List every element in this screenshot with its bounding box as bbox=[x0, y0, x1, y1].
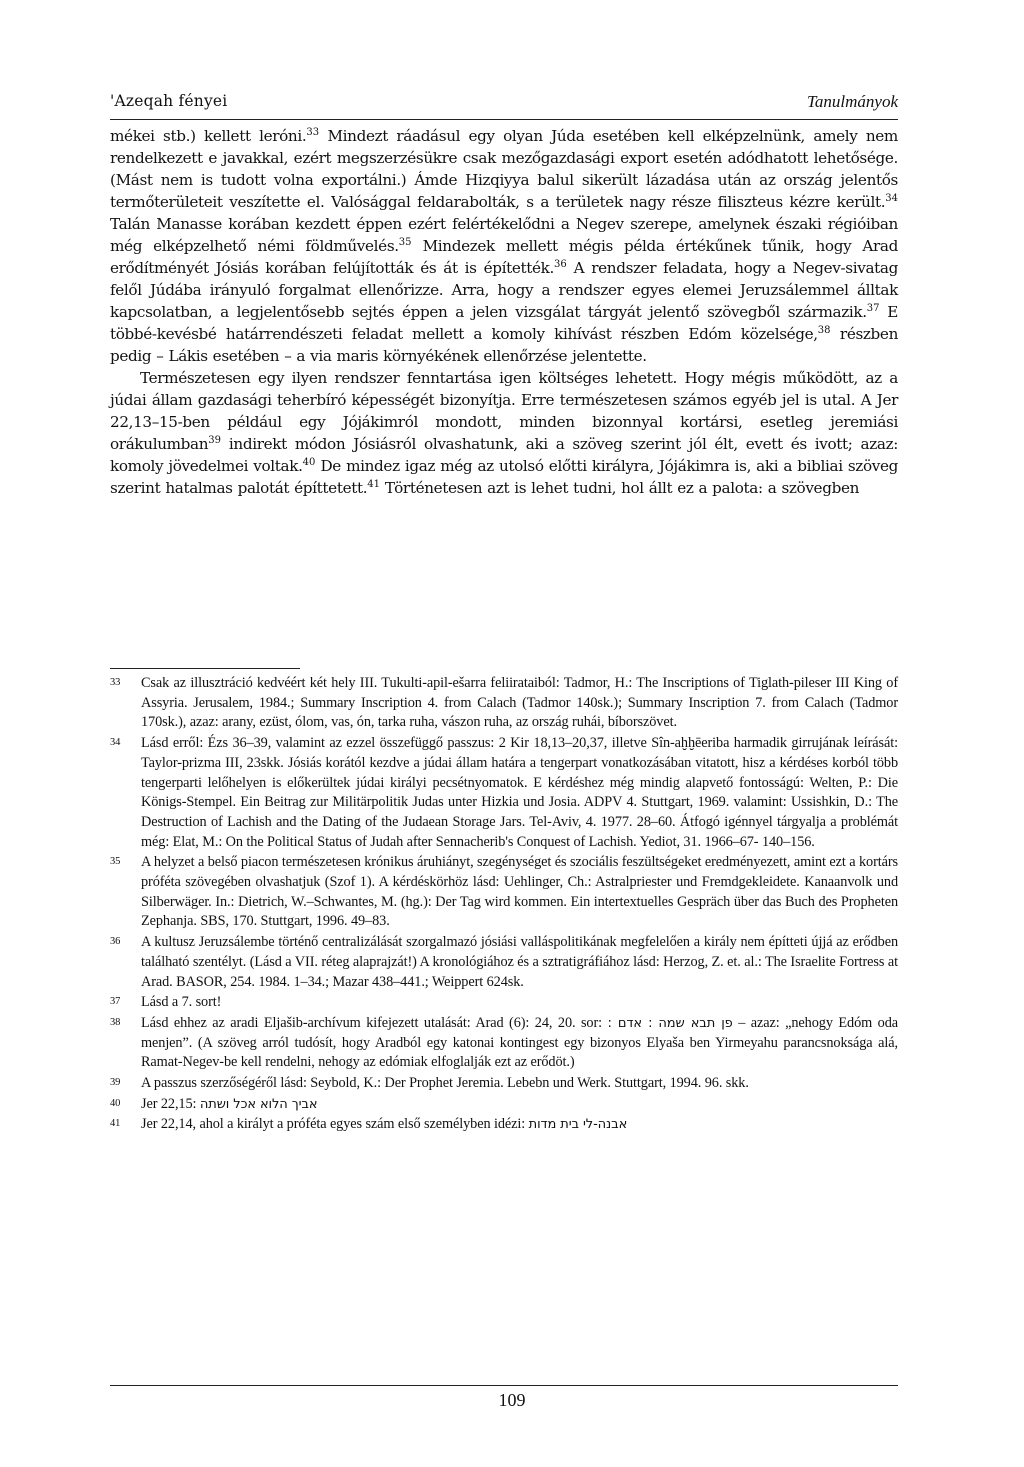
note-ref: 40 bbox=[302, 457, 316, 468]
footnotes bbox=[110, 674, 898, 1136]
note-ref: 41 bbox=[367, 479, 380, 490]
footnote-40: 40 Jer 22,15: אביך הלוא אכל ושתה bbox=[110, 1095, 318, 1112]
footnote-33: 33 Csak az illusztráció kedvéért két hely III. Tukulti-apil-ešarra feliirataiból: Tadmor, H.: The Inscriptions of Tiglath-pileser III King of Assyria. Jerusalem, 1984.; Summary Inscription 4. from Calach (Tadmor 140sk.); Summary Inscription 7. from Calach (Tadmor 170sk.), azaz: arany, ezüst, ólom, vas, ón, tarka ruha, vászon ruha, az ország ruhái, bíborszövet. bbox=[110, 675, 898, 731]
footer-rule bbox=[110, 1385, 898, 1386]
footnote-39: 39 A passzus szerzőségéről lásd: Seybold, K.: Der Prophet Jeremia. Lebebn und Werk. Stuttgart, 1994. 96. skk. bbox=[110, 1075, 749, 1092]
footnote-38: 38 Lásd ehhez az aradi Eljašib-archívum kifejezett utalását: Arad (6): 24, 20. sor: פן תבא שמה : אדם : – azaz: „nehogy Edóm oda menjen”. (A szöveg arról tudósít, hogy Aradból egy katonai kontingest egy bizonyos Elyaša ben Yirmeyahu parancsnoksága alá, Ramat-Negev-be kell rendelni, nehogy az edómiak elfoglalják ezt az erődöt.) bbox=[110, 1014, 898, 1071]
footnote-number: 39 bbox=[110, 1077, 121, 1089]
note-ref: 38 bbox=[817, 325, 831, 336]
note-ref: 36 bbox=[553, 259, 567, 270]
note-ref: 39 bbox=[208, 435, 221, 446]
hebrew-quote: אביך הלוא אכל ושתה bbox=[199, 1096, 318, 1112]
hebrew-quote: פן תבא שמה : אדם : bbox=[607, 1015, 733, 1031]
paragraph-2: Természetesen egy ilyen rendszer fenntartása igen költséges lehetett. Hogy mégis működött, az a júdai állam gazdasági teherbíró képességét bizonyítja. Erre természetesen számos egyéb jel is utal. A Jer 22,13–15-ben például egy Jójákimról mondott, minden bizonnyal kortársi, esetleg jeremiási orákulumban$^{39}$ indirekt módon Jósiásról olvashatunk, aki a szöveg szerint jól élt, evett és ivott; azaz: komoly jövedelmei voltak.$^{40}$ De mindez igaz még az utolsó előtti királyra, Jójákimra is, aki a bibliai szöveg szerint hatalmas palotát építtetett.$^{41}$ Történetesen azt is lehet tudni, hol állt ez a palota: a szövegben bbox=[110, 369, 898, 497]
note-ref: 37 bbox=[866, 303, 880, 314]
footnote-number: 40 bbox=[110, 1097, 121, 1109]
note-ref: 33 bbox=[306, 127, 320, 138]
footnote-number: 35 bbox=[110, 856, 121, 868]
section-title: Tanulmányok bbox=[807, 92, 898, 111]
footnote-36: 36 A kultusz Jeruzsálembe történő centralizálását szorgalmazó jósiási valláspolitikának megfelelően a király nem építteti újjá az erődben található szentélyt. (Lásd a VII. réteg alaprajzát!) A kronológiához és a sztratigráfiához lásd: Herzog, Z. et. al.: The Israelite Fortress at Arad. BASOR, 254. 1984. 1–34.; Mazar 438–441.; Weippert 624sk. bbox=[110, 934, 898, 990]
footnote-number: 41 bbox=[110, 1118, 121, 1130]
footnote-number: 33 bbox=[110, 677, 121, 688]
footnote-41: 41 Jer 22,14, ahol a királyt a próféta egyes szám első személyben idézi: אבנה-לי בית מדות bbox=[110, 1116, 628, 1133]
note-ref: 35 bbox=[398, 237, 412, 248]
footnote-37: 37 Lásd a 7. sort! bbox=[110, 994, 222, 1011]
footnote-35: 35 A helyzet a belső piacon természetesen krónikus áruhiányt, szegénységet és szociális feszültségeket eredményezett, amint ezt a kortárs próféta szövegében olvashatjuk (Szof 1). A kérdéskörhöz lásd: Uehlinger, Ch.: Astralpriester und Fremdgekleidete. Kanaanvolk und Silberwäger. In.: Dietrich, W.–Schwantes, M. (hg.): Der Tag wird kommen. Ein intertextuelles Gespräch über das Buch des Propheten Zephanja. SBS, 170. Stuttgart, 1996. 49–83. bbox=[110, 854, 898, 930]
footnote-separator bbox=[110, 668, 300, 669]
body-text bbox=[110, 125, 898, 499]
running-header bbox=[110, 92, 898, 116]
footnote-number: 36 bbox=[110, 936, 121, 948]
journal-title: 'Azeqah fényei bbox=[110, 92, 228, 110]
hebrew-quote: אבנה-לי בית מדות bbox=[528, 1117, 628, 1133]
note-ref: 34 bbox=[885, 193, 898, 204]
header-rule bbox=[110, 119, 898, 120]
paragraph-1: mékei stb.) kellett leróni.$^{33}$ Mindezt ráadásul egy olyan Júda esetében kell elképzelnünk, amely nem rendelkezett e javakkal, ezért megszerzésükre csak mezőgazdasági export esetén adódhatott lehetősége. (Mást nem is tudott volna exportálni.) Ámde Hizqiyya balul sikerült lázadása után az ország jelentős termőterületeit veszítette el. Valósággal feldarabolták, s a területek nagy része filiszteus kézre került.$^{34}$ Talán Manasse korában kezdett éppen ezért felértékelődni a Negev szerepe, amelynek északi régióiban még elképzelhető némi földművelés.$^{35}$ Mindezek mellett mégis példa értékűnek tűnik, hogy Arad erődítményét Jósiás korában felújították és át is építették.$^{36}$ A rendszer feladata, hogy a Negev-sivatag felől Júdába irányuló forgalmat ellenőrizze. Arra, hogy a rendszer egyes elemei Jeruzsálemmel álltak kapcsolatban, a legjelentősebb sejtés éppen a jelen vizsgálat tárgyát jelentő szövegből származik.$^{37}$ E többé-kevésbé határrendészeti feladat mellett a komoly kihívást részben Edóm közelsége,$^{38}$ részben pedig – Lákis esetében – a via maris környékének ellenőrzése jelentette. bbox=[110, 127, 898, 365]
footnote-number: 37 bbox=[110, 996, 121, 1008]
footnote-number: 38 bbox=[110, 1016, 121, 1028]
footnote-number: 34 bbox=[110, 737, 121, 749]
footnote-34: 34 Lásd erről: Ézs 36–39, valamint az ezzel összefüggő passzus: 2 Kir 18,13–20,37, illetve Sîn-aḫḫēeriba harmadik girrujának leírását: Taylor-prizma III, 23skk. Jósiás korától kezdve a júdai állam határa a tengerpart vonatkozásában vitatott, hisz a kérdéses korból több tengerparti lelőhelyen is előkerültek júdai királyi pecsétnyomatok. E kérdéshez még mindig alapvető fontosságú: Welten, P.: Die Königs-Stempel. Ein Beitrag zur Militärpolitik Judas unter Hizkia und Josia. ADPV 4. Stuttgart, 1969. valamint: Ussishkin, D.: The Destruction of Lachish and the Dating of the Judaean Storage Jars. Tel-Aviv, 4. 1977. 28–60. Átfogó igénnyel tárgyalja a problémát még: Elat, M.: On the Political Status of Judah after Sennacherib's Conquest of Lachish. Yediot, 31. 1966–67- 140–156. bbox=[110, 735, 898, 850]
page-number: 109 bbox=[498, 1390, 526, 1410]
